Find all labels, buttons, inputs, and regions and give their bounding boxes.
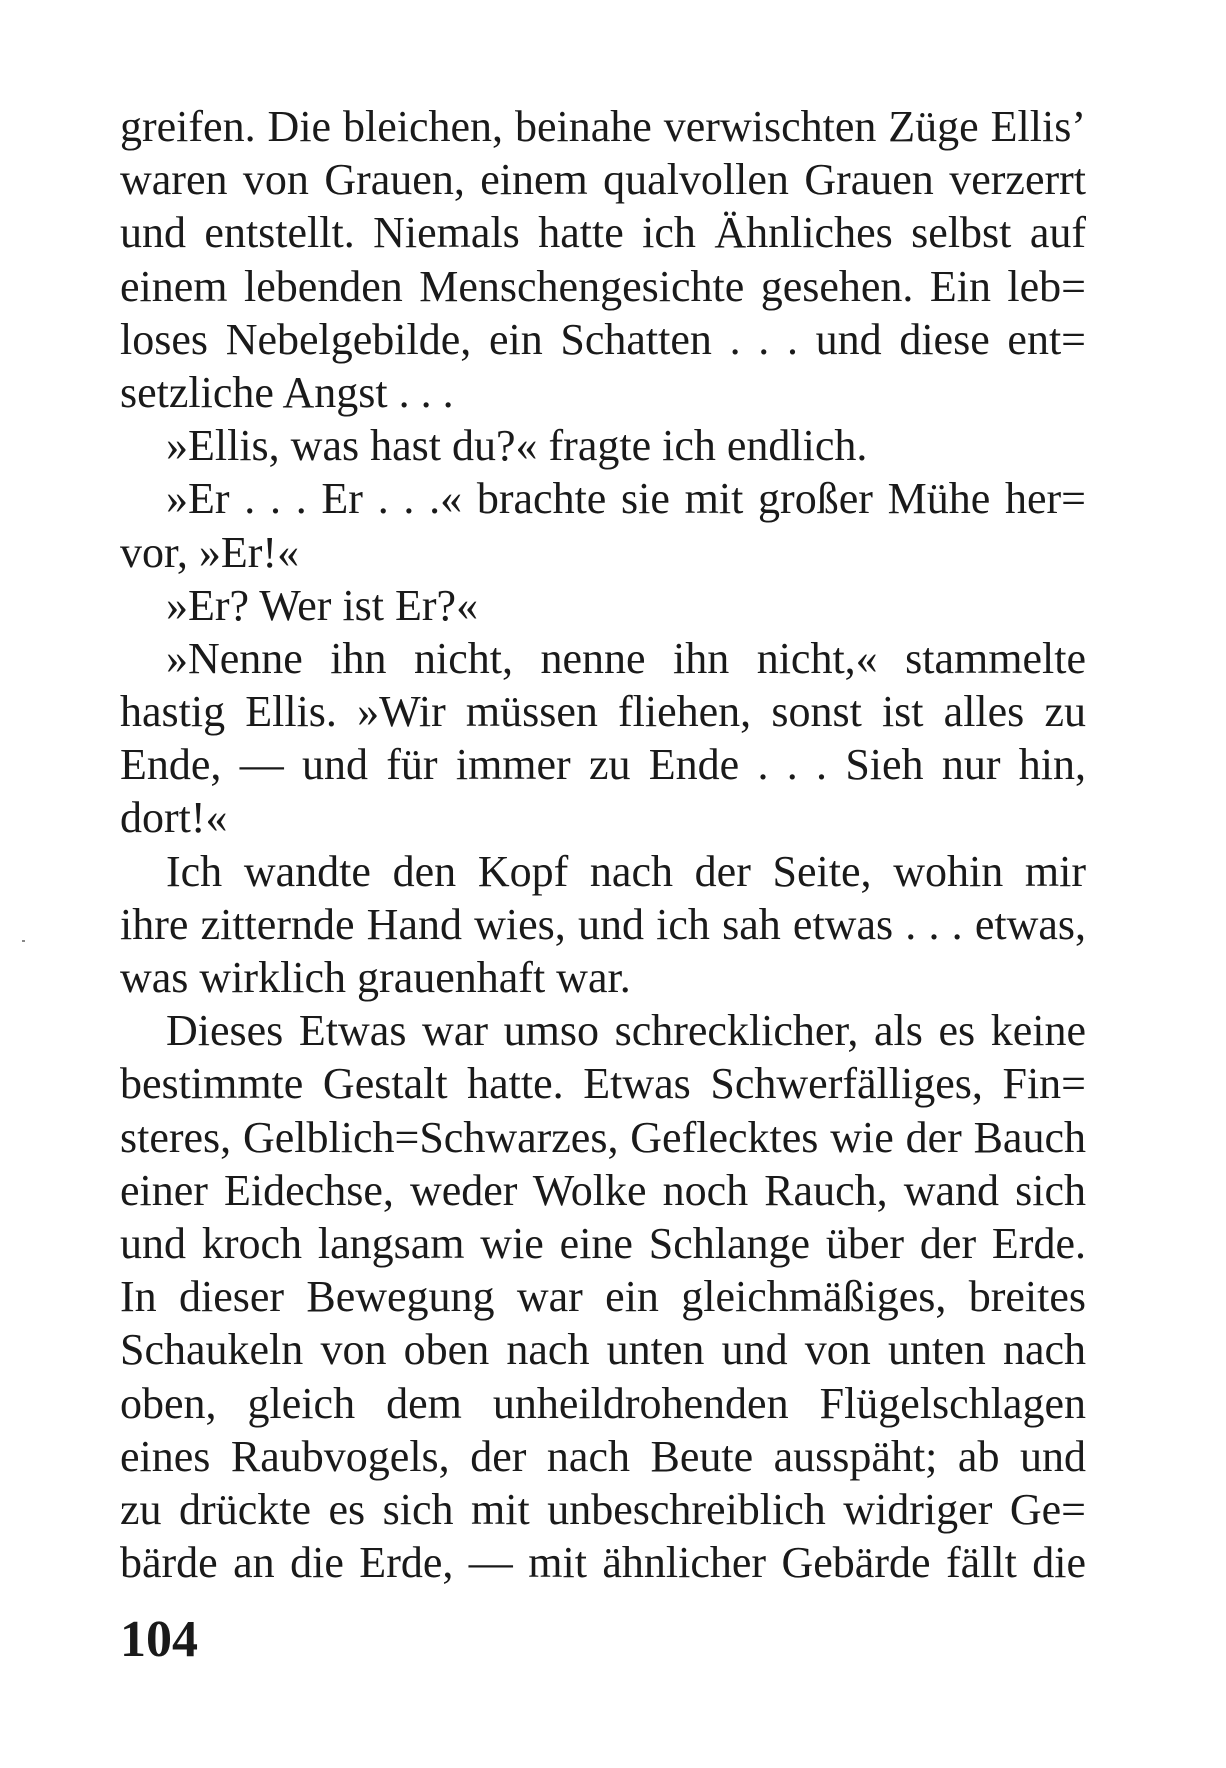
text-line: »Er . . . Er . . .« brachte sie mit großer Mühe her= [166, 474, 1086, 524]
text-line: bärde an die Erde, — mit ähnlicher Gebärde fällt die [120, 1538, 1086, 1588]
text-line: und entstellt. Niemals hatte ich Ähnliches selbst auf [120, 208, 1086, 258]
text-line: zu drückte es sich mit unbeschreiblich widriger Ge= [120, 1484, 1086, 1534]
scan-speck [22, 940, 25, 942]
text-line: vor, »Er!« [120, 527, 300, 577]
text-line: bestimmte Gestalt hatte. Etwas Schwerfälliges, Fin= [120, 1059, 1086, 1109]
text-line: was wirklich grauenhaft war. [120, 953, 631, 1002]
page-number: 104 [120, 1611, 198, 1668]
text-line: einem lebenden Menschengesichte gesehen. Ein leb= [120, 261, 1086, 311]
text-line: »Ellis, was hast du?« fragte ich endlich. [166, 421, 868, 471]
text-line: eines Raubvogels, der nach Beute ausspäht; ab und [120, 1431, 1086, 1481]
text-line: Ende, — und für immer zu Ende . . . Sieh nur hin, [120, 740, 1086, 790]
text-line: und kroch langsam wie eine Schlange über der Erde. [120, 1218, 1086, 1268]
text-line: steres, Gelblich=Schwarzes, Geflecktes wie der Bauch [120, 1112, 1086, 1162]
text-line: waren von Grauen, einem qualvollen Grauen verzerrt [120, 155, 1086, 205]
body-text [120, 100, 1086, 1589]
text-line: »Nenne ihn nicht, nenne ihn nicht,« stammelte [166, 633, 1086, 683]
text-line: Schaukeln von oben nach unten und von unten nach [120, 1325, 1086, 1375]
text-line: greifen. Die bleichen, beinahe verwischten Züge Ellis’ [120, 102, 1086, 151]
text-line: dort!« [120, 793, 228, 843]
text-line: setzliche Angst . . . [120, 367, 454, 417]
text-line: einer Eidechse, weder Wolke noch Rauch, wand sich [120, 1165, 1086, 1215]
text-line: oben, gleich dem unheildrohenden Flügelschlagen [120, 1378, 1086, 1428]
text-line: »Er? Wer ist Er?« [166, 580, 479, 630]
text-line: ihre zitternde Hand wies, und ich sah etwas . . . etwas, [120, 899, 1086, 949]
text-line: hastig Ellis. »Wir müssen fliehen, sonst ist alles zu [120, 687, 1086, 737]
text-line: Ich wandte den Kopf nach der Seite, wohin mir [166, 846, 1086, 896]
text-line: In dieser Bewegung war ein gleichmäßiges, breites [120, 1272, 1086, 1322]
text-line: loses Nebelgebilde, ein Schatten . . . und diese ent= [120, 314, 1086, 364]
text-line: Dieses Etwas war umso schrecklicher, als es keine [166, 1006, 1086, 1056]
